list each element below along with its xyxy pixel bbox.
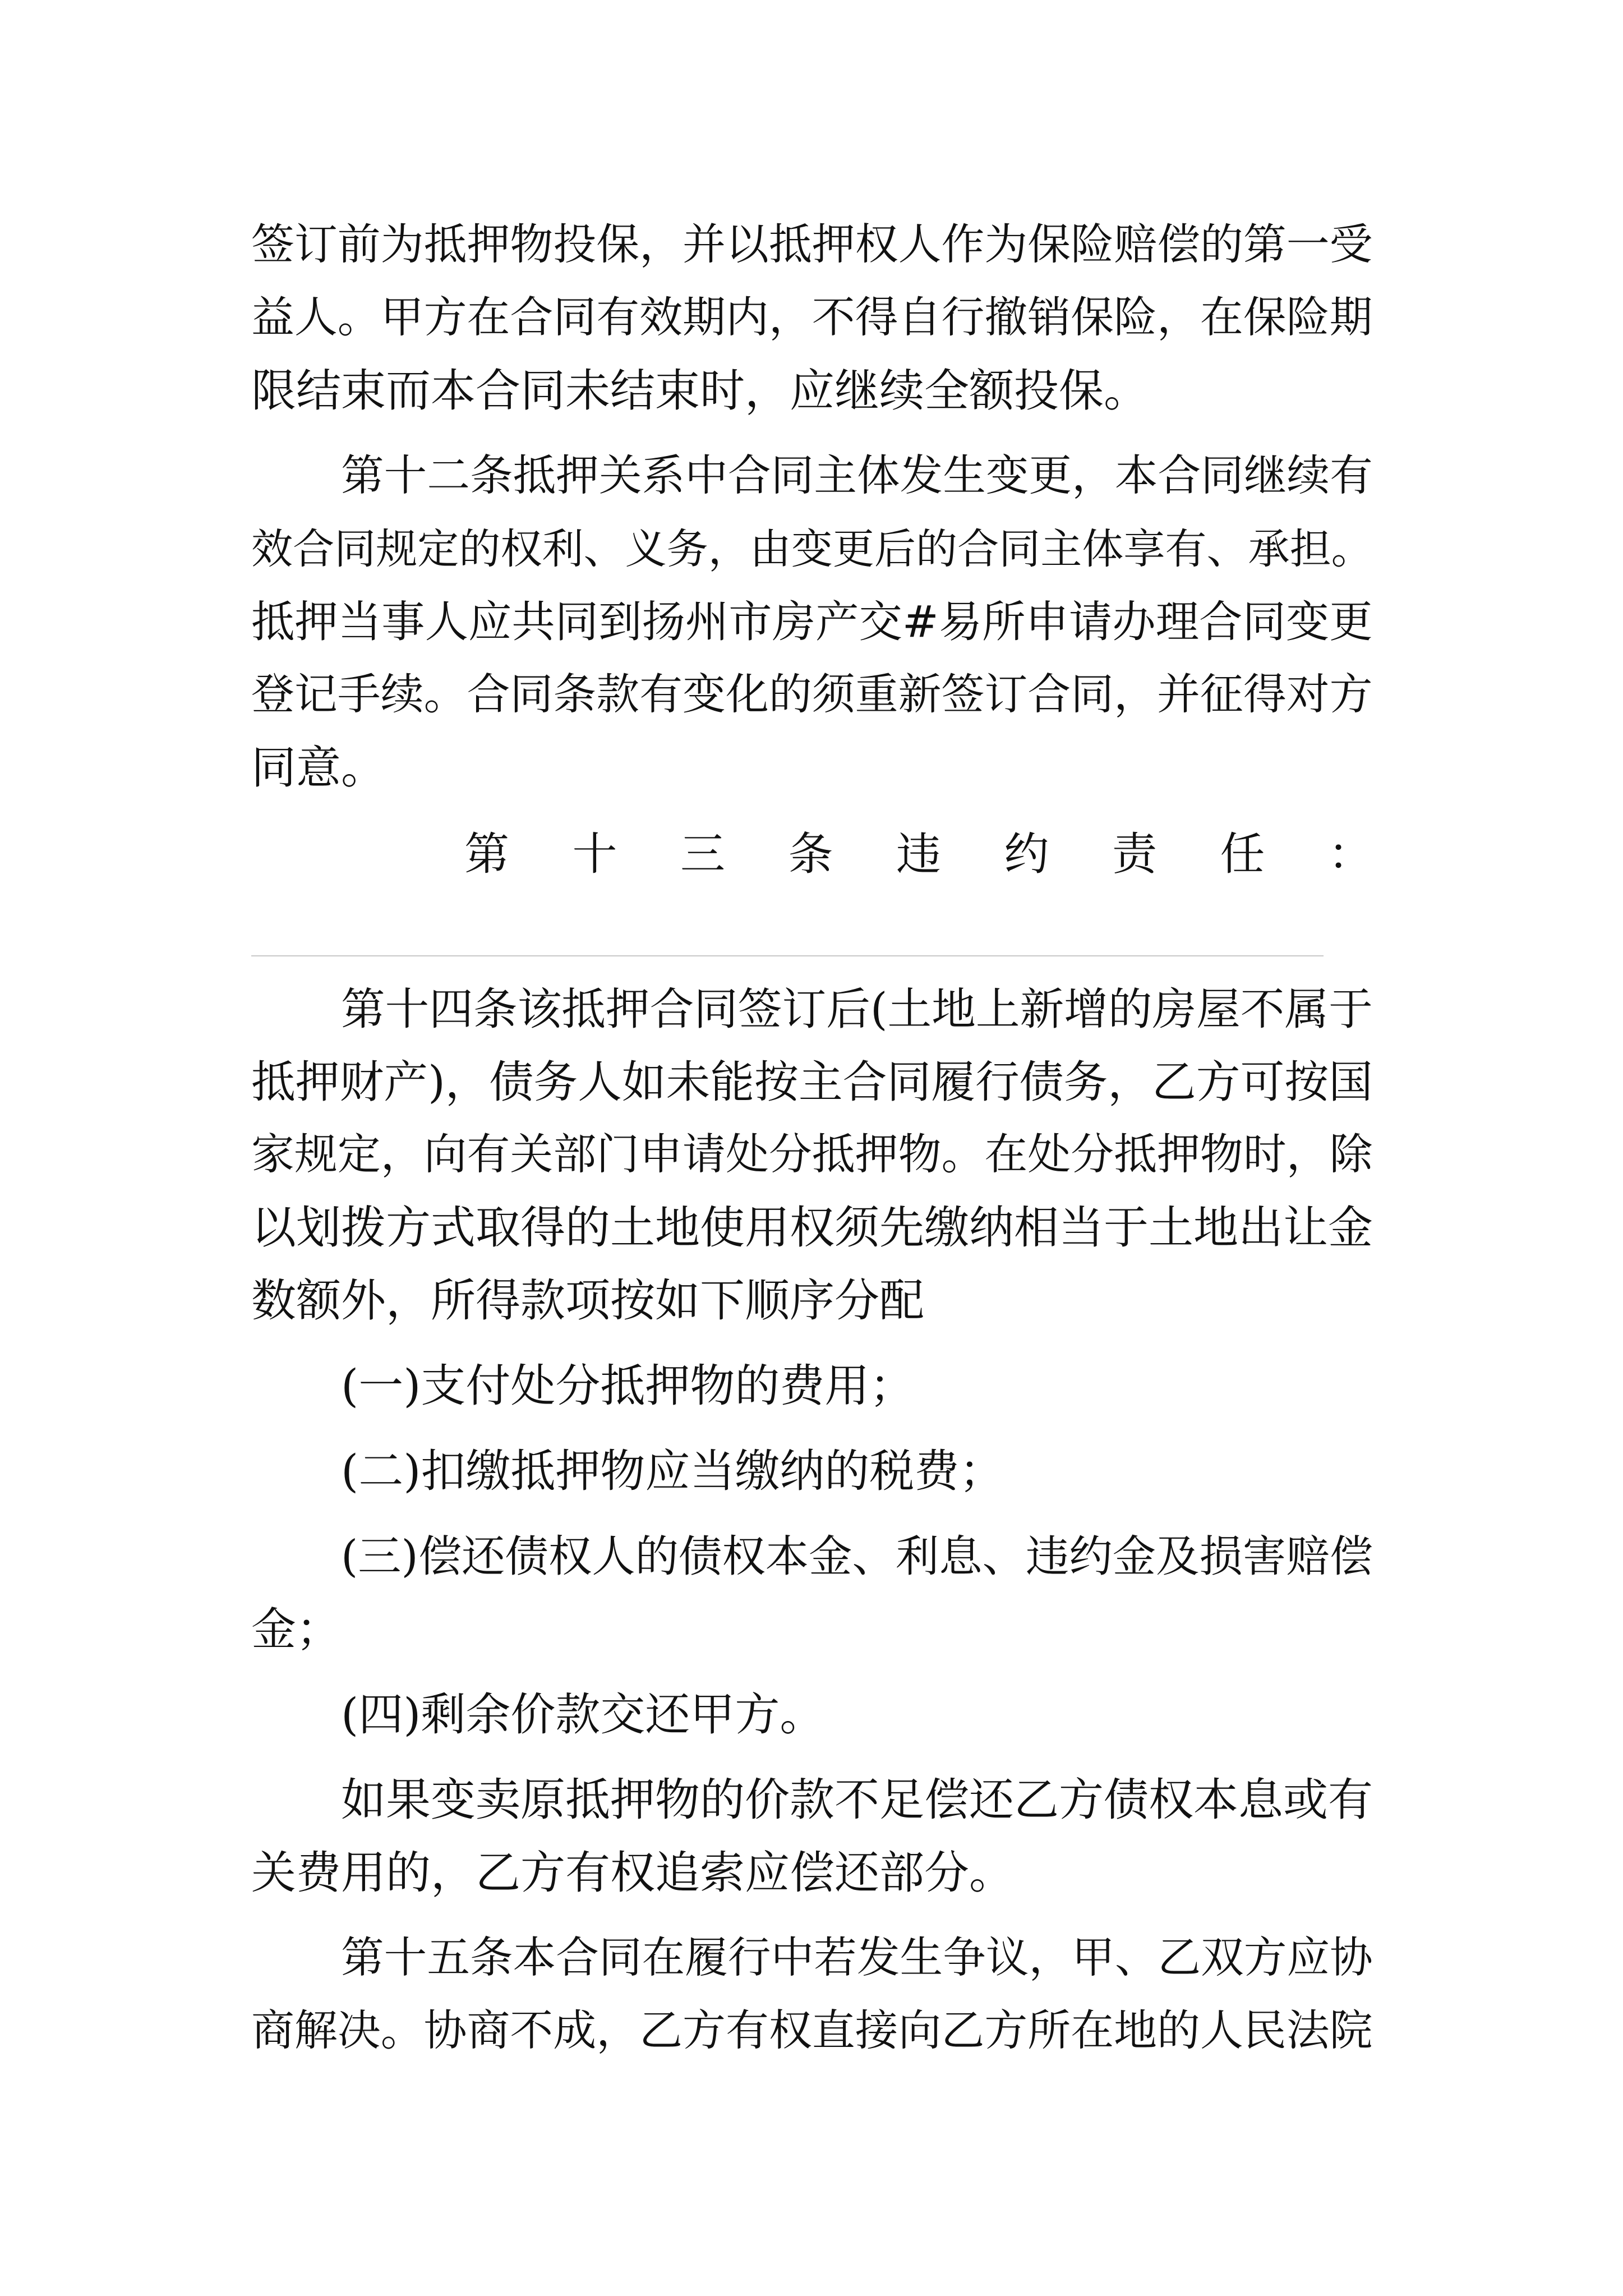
text-line [0, 1441, 1623, 1502]
text-line [0, 518, 1623, 580]
text-line [0, 287, 1623, 349]
text-line [0, 978, 1623, 1040]
clause-13-text [464, 823, 1373, 885]
clause-13-char: 约 [1004, 828, 1049, 880]
clause-13-char: 三 [680, 828, 725, 880]
clause-12-line-3: 抵押当事人应共同到扬州市房产交#易所申请办理合同变更 [251, 597, 1373, 647]
item-4-line: (四)剩余价款交还甲方。 [341, 1688, 825, 1741]
clause-13-char: 十 [572, 828, 617, 880]
clause-13-line [0, 823, 1623, 885]
text-line [0, 1769, 1623, 1831]
clause-14-line-5: 数额外，所得款项按如下顺序分配 [251, 1274, 924, 1327]
divider-line [251, 955, 1324, 956]
clause-15-line-2: 商解决。协商不成，乙方有权直接向乙方所在地的人民法院 [251, 2006, 1373, 2056]
clause-14-line-3: 家规定，向有关部门申请处分抵押物。在处分抵押物时，除 [251, 1130, 1373, 1180]
clause-12-line-5: 同意。 [251, 742, 386, 794]
clause-13-char: 条 [788, 828, 833, 880]
text-line [0, 1124, 1623, 1186]
clause-13-char: 任 [1220, 828, 1265, 880]
item-2-line: (二)扣缴抵押物应当缴纳的税费； [341, 1445, 1004, 1497]
text-line [0, 214, 1623, 276]
text-line [0, 360, 1623, 422]
clause-11-line-2: 益人。甲方在合同有效期内，不得自行撤销保险，在保险期 [251, 293, 1373, 343]
item-3-line-2: 金； [251, 1603, 341, 1655]
clause-12-line-1: 第十二条抵押关系中合同主体发生变更，本合同继续有 [341, 451, 1373, 501]
shortfall-line-1: 如果变卖原抵押物的价款不足偿还乙方债权本息或有 [341, 1774, 1373, 1826]
text-line [0, 1927, 1623, 1989]
clause-11-line-1: 签订前为抵押物投保，并以抵押权人作为保险赔偿的第一受 [251, 220, 1373, 270]
text-line [0, 1197, 1623, 1259]
text-line [0, 1684, 1623, 1746]
clause-12-line-4: 登记手续。合同条款有变化的须重新签订合同，并征得对方 [251, 670, 1373, 720]
text-line [0, 1526, 1623, 1588]
clause-14-line-4: 以划拨方式取得的土地使用权须先缴纳相当于土地出让金 [251, 1202, 1373, 1254]
item-3-line-1: (三)偿还债权人的债权本金、利息、违约金及损害赔偿 [341, 1531, 1373, 1582]
shortfall-line-2: 关费用的，乙方有权追索应偿还部分。 [251, 1847, 1014, 1899]
clause-13-char: 第 [464, 828, 509, 880]
text-line [0, 445, 1623, 507]
text-line [0, 664, 1623, 726]
text-line [0, 737, 1623, 799]
text-line [0, 1599, 1623, 1660]
text-line [0, 1842, 1623, 1904]
clause-14-line-2: 抵押财产)，债务人如未能按主合同履行债务，乙方可按国 [251, 1056, 1373, 1108]
clause-13-char: ： [1328, 828, 1373, 880]
text-line [0, 591, 1623, 653]
clause-15-line-1: 第十五条本合同在履行中若发生争议，甲、乙双方应协 [341, 1933, 1373, 1983]
text-line [0, 1355, 1623, 1417]
text-line [0, 1270, 1623, 1332]
item-1-line: (一)支付处分抵押物的费用； [341, 1360, 915, 1412]
clause-13-char: 违 [896, 828, 941, 880]
clause-12-line-2: 效合同规定的权利、义务，由变更后的合同主体享有、承担。 [251, 525, 1373, 573]
text-line [0, 2000, 1623, 2062]
text-line [0, 1051, 1623, 1113]
clause-13-char: 责 [1112, 828, 1157, 880]
clause-14-line-1: 第十四条该抵押合同签订后(土地上新增的房屋不属于 [341, 983, 1373, 1035]
clause-11-line-3: 限结束而本合同未结束时，应继续全额投保。 [251, 365, 1149, 417]
